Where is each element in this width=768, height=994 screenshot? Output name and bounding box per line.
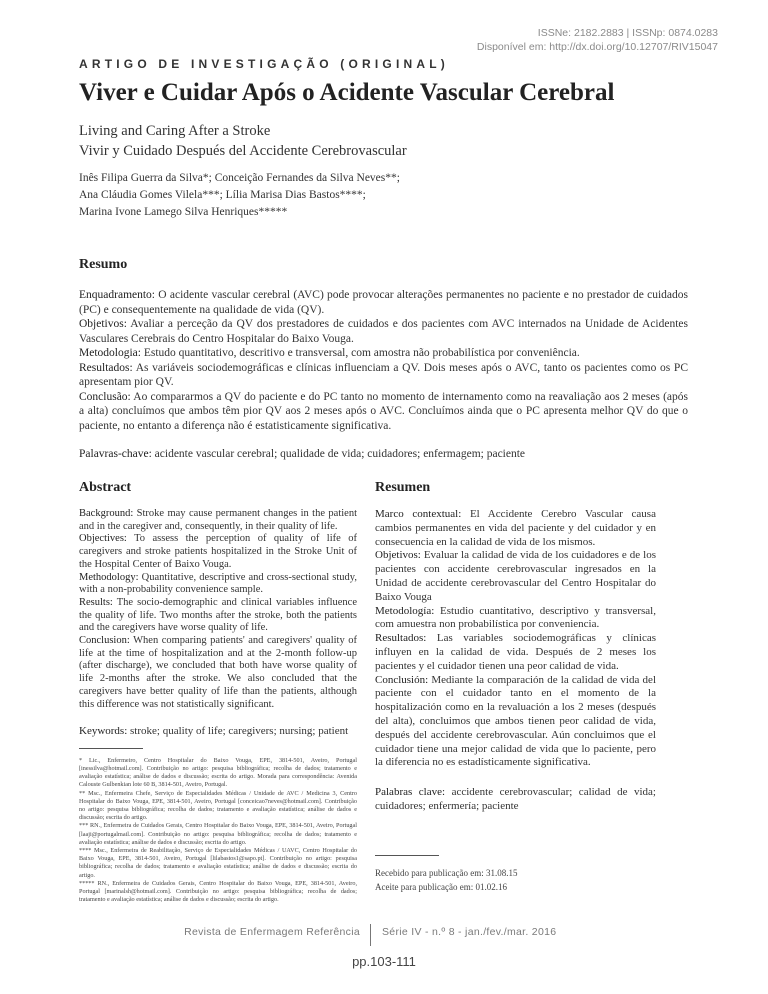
- label: Background:: [79, 508, 134, 519]
- resumo-enquadramento: [79, 288, 688, 317]
- resumen-column: [375, 480, 656, 894]
- text: Evaluar la calidad de vida de los cuidadores e de los pacientes con accidente cerebrovascular ingresados en la Unidad de accidente cerebrovascular del Centro Hospitalar do Baixo Vouga: [375, 549, 656, 603]
- label: Marco contextual:: [375, 508, 462, 520]
- footnote-5: ***** RN., Enfermeira de Cuidados Gerais, Centro Hospitalar do Baixo Vouga, EPE, 3814-501, Aveiro, Portugal [marinalsh@hotmail.com]. Contribuição no artigo: pesquisa bibliográfica; recolha de dados; tratamento e avaliação estatística; análise de dados e discussão; escrita do artigo.: [79, 879, 357, 904]
- label: Palavras-chave:: [79, 448, 152, 460]
- resumo-objetivos: [79, 317, 688, 346]
- resumen-resultados: [375, 632, 656, 673]
- subtitles: [79, 121, 407, 161]
- subtitle-es: Vivir y Cuidado Después del Accidente Cerebrovascular: [79, 143, 407, 159]
- author-footnotes: [79, 757, 357, 905]
- label: Enquadramento:: [79, 289, 156, 301]
- footnote-1: * Lic., Enfermeiro, Centro Hospitalar do Baixo Vouga, EPE, 3814-501, Aveiro, Portugal [inessilva@hotmail.com]. Contribuição no artigo: pesquisa bibliográfica; recolha de dados; tratamento e avaliação estatística; análise de dados e discussão; escrita do artigo. Morada para correspondência: Avenida Calouste Gulbenkian lote 60 B, 3814-501, Aveiro, Portugal.: [79, 756, 357, 789]
- subtitle-en: Living and Caring After a Stroke: [79, 123, 271, 139]
- footnote-divider: [79, 748, 143, 749]
- issue-info: Série IV - n.º 8 - jan./fev./mar. 2016: [382, 926, 557, 938]
- label: Resultados:: [375, 632, 427, 645]
- text: El Accidente Cerebro Vascular causa cambios permanentes en vida del paciente y del cuidador y en consecuencia en la calidad de vida de los mismos.: [375, 508, 656, 548]
- text: Estudio cuantitativo, descriptivo y transversal, com amuestra non probabilística por conveniencia.: [375, 604, 656, 631]
- issn-header: [477, 26, 718, 54]
- abstract-results: [79, 597, 357, 635]
- footer-separator: [370, 924, 371, 946]
- text: acidente vascular cerebral; qualidade de vida; cuidadores; enfermagem; paciente: [151, 448, 526, 460]
- abstract-background: [79, 508, 357, 533]
- resumo-metodologia: [79, 346, 688, 361]
- page-range: pp.103-111: [352, 954, 416, 969]
- text: O acidente vascular cerebral (AVC) pode provocar alterações permanentes no paciente e no prestador de cuidados (PC) e consequentemente na qualidade de vida (QV).: [79, 289, 688, 316]
- doi-line: Disponível em: http://dx.doi.org/10.12707/RIV15047: [476, 41, 718, 53]
- abstract-conclusion: [79, 635, 357, 711]
- text: The socio-demographic and clinical variables influence the quality of life. Two months after the stroke, both the patients and the caregivers have worse quality of life.: [79, 596, 357, 634]
- label: Results:: [79, 596, 113, 608]
- resumen-conclusion: [375, 674, 656, 771]
- palabras-clave: [375, 786, 656, 813]
- dates-divider: [375, 855, 439, 856]
- publication-dates: [375, 866, 656, 894]
- label: Keywords:: [79, 725, 128, 738]
- article-title: Viver e Cuidar Após o Acidente Vascular Cerebral: [79, 79, 615, 106]
- abstract-column: [79, 480, 357, 904]
- text: Stroke may cause permanent changes in the patient and in the caregiver and, consequently, in their quality of life.: [79, 508, 357, 532]
- resumo-resultados: [79, 361, 688, 390]
- text: stroke; quality of life; caregivers; nursing; patient: [127, 725, 349, 738]
- resumen-objetivos: [375, 549, 656, 604]
- label: Methodology:: [79, 571, 139, 583]
- palavras-chave: [79, 447, 688, 462]
- abstract-objectives: [79, 533, 357, 571]
- footnote-3: *** RN., Enfermeira de Cuidados Gerais, Centro Hospitalar do Baixo Vouga, EPE, 3814-501, Aveiro, Portugal [laaji@portugalmail.com]. Contribuição no artigo: pesquisa bibliográfica; recolha de dados; tratamento e avaliação estatística; análise de dados e discussão; escrita do artigo.: [79, 822, 357, 846]
- resumo-section: [79, 257, 688, 462]
- text: Las variables sociodemográficas y clínicas influyen en la calidad de vida. Después de 2 meses los pacientes y el cuidador tienen una peor calidad de vida.: [375, 632, 656, 672]
- resumen-marco: [375, 508, 656, 549]
- label: Objetivos:: [79, 318, 127, 330]
- authors: [79, 170, 400, 221]
- text: As variáveis sociodemográficas e clínicas influenciam a QV. Dois meses após o AVC, tanto os pacientes como os PC apresentam pior QV.: [79, 361, 688, 388]
- label: Metodología:: [375, 604, 435, 617]
- authors-line-3: Marina Ivone Lamego Silva Henriques*****: [79, 206, 288, 218]
- text: Estudo quantitativo, descritivo e transversal, com amostra não probabilística por conveniência.: [140, 347, 580, 359]
- keywords: [79, 725, 357, 739]
- label: Palabras clave:: [375, 786, 446, 799]
- page-footer: [0, 926, 768, 976]
- text: accidente cerebrovascular; calidad de vida; cuidadores; enfermería; paciente: [375, 786, 656, 812]
- label: Conclusión:: [375, 673, 429, 686]
- authors-line-1: Inês Filipa Guerra da Silva*; Conceição Fernandes da Silva Neves**;: [79, 172, 400, 184]
- label: Metodologia:: [79, 347, 141, 359]
- resumen-heading: Resumen: [375, 480, 431, 495]
- accepted-date: Aceite para publicação em: 01.02.16: [375, 882, 507, 893]
- resumo-heading: Resumo: [79, 257, 128, 272]
- text: Mediante la comparación de la calidad de vida del paciente con el cuidador tanto en el momento de la hospitalización como en la revaluación a los 2 meses (después del alta), concluimos que ambos tienen peor calidad de vida, después del accidente cerebrovascular. Aún concluimos que el cuidador tiene una mejor calidad de vida que lo paciente, pero la diferencia no es estadísticamente significativa.: [375, 673, 656, 769]
- label: Conclusão:: [79, 390, 131, 403]
- text: Quantitative, descriptive and cross-sectional study, with a non-probability convenience sample.: [79, 571, 357, 596]
- text: When comparing patients' and caregivers' quality of life at the time of hospitalization and at the 2-month follow-up (after discharge), we concluded that both have worse quality of life 2-months after the stroke. We also concluded that the caregivers have better quality of life than the patients, although this difference was not statistically significant.: [79, 635, 357, 710]
- text: Avaliar a perceção da QV dos prestadores de cuidados e dos pacientes com AVC internados na Unidade de Acidentes Vasculares Cerebrais do Centro Hospitalar do Baixo Vouga.: [79, 318, 688, 345]
- text: To assess the perception of quality of life of caregivers and stroke patients hospitalized in the Stroke Unit of the Hospital Center of Baixo Vouga.: [79, 533, 357, 570]
- resumo-conclusao: [79, 390, 688, 434]
- label: Objectives:: [79, 533, 127, 545]
- journal-name: Revista de Enfermagem Referência: [184, 926, 360, 938]
- resumen-metodologia: [375, 605, 656, 633]
- footnote-4: **** Msc., Enfermeira de Reabilitação, Serviço de Especialidades Médicas / UAVC, Centro Hospitalar do Baixo Vouga, EPE, 3814-501, Aveiro, Portugal [lilabastos1@sapo.pt]. Contribuição no artigo: pesquisa bibliográfica; recolha de dados; tratamento e avaliação estatística; análise de dados e discussão; escrita do artigo.: [79, 846, 357, 879]
- abstract-methodology: [79, 572, 357, 597]
- authors-line-2: Ana Cláudia Gomes Vilela***; Lília Marisa Dias Bastos****;: [79, 189, 366, 201]
- label: Objetivos:: [375, 549, 421, 562]
- footnote-2: ** Msc., Enfermeira Chefe, Serviço de Especialidades Médicas / Unidade de AVC / Medicina 3, Centro Hospitalar do Baixo Vouga, EPE, 3814-501, Aveiro, Portugal [conceicao7neves@hotmail.com]. Contribuição no artigo: pesquisa bibliográfica; recolha de dados; tratamento e avaliação estatística; análise de dados e discussão; escrita do artigo.: [79, 789, 357, 822]
- abstract-heading: Abstract: [79, 480, 132, 495]
- text: Ao compararmos a QV do paciente e do PC tanto no momento de internamento como na reavaliação aos 2 meses (após a alta) concluímos que ambos têm pior QV aos 2 meses após o AVC. Concluímos ainda que o PC apresenta melhor QV do que o paciente, no entanto a diferença não é estatisticamente significativa.: [79, 390, 688, 432]
- issn-line: ISSNe: 2182.2883 | ISSNp: 0874.0283: [537, 27, 718, 39]
- article-type: ARTIGO DE INVESTIGAÇÃO (ORIGINAL): [79, 57, 449, 71]
- received-date: Recebido para publicação em: 31.08.15: [375, 868, 518, 879]
- label: Resultados:: [79, 361, 133, 374]
- label: Conclusion:: [79, 635, 130, 647]
